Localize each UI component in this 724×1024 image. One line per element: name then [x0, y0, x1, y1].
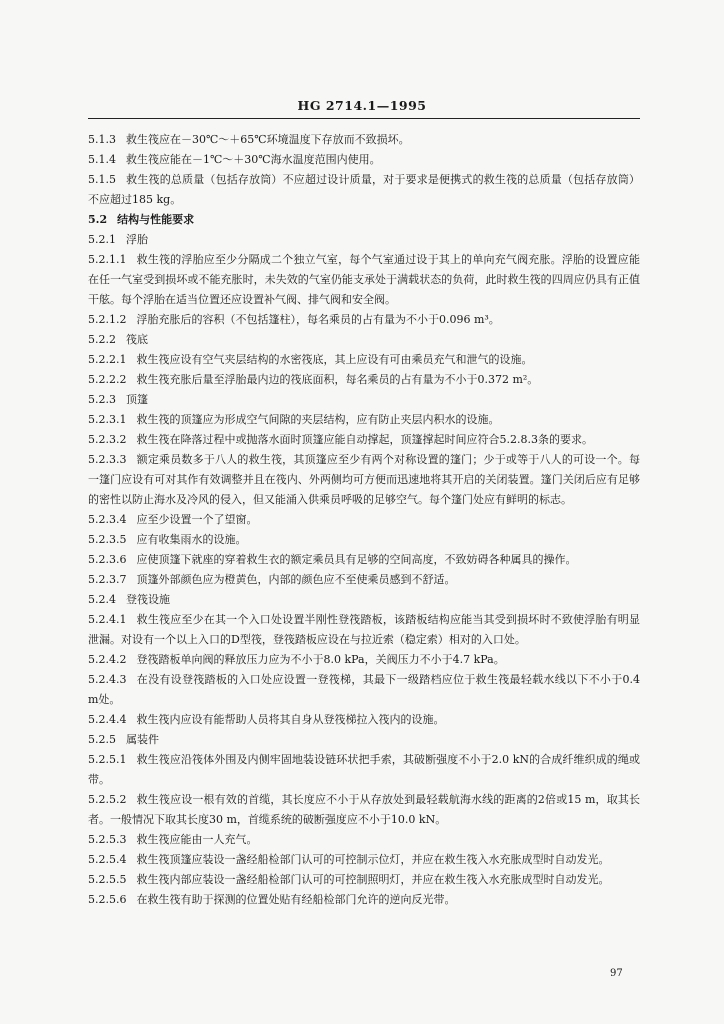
- clause-text: 在没有设登筏踏板的入口处应设置一登筏梯，其最下一级踏档应位于救生筏最轻载水线以下不小于0.4 m处。: [88, 673, 640, 706]
- clause-text: 额定乘员数多于八人的救生筏，其顶篷应至少有两个对称设置的篷门；少于或等于八人的可设一个。每一篷门应设有可对其作有效调整并且在筏内、外两侧均可方便而迅速地将其开启的关闭装置。篷门关闭后应有足够的密性以防止海水及冷风的侵入，但又能涌入供乘员呼吸的足够空气。每个篷门处应有鲜明的标志。: [88, 453, 640, 506]
- clause-paragraph: [88, 310, 640, 330]
- clause-paragraph: [88, 890, 640, 910]
- clause-number: 5.2.4.1: [88, 613, 127, 626]
- clause-text: 救生筏应沿筏体外围及内侧牢固地装设链环状把手索，其破断强度不小于2.0 kN的合成纤维织成的绳或带。: [88, 753, 640, 786]
- clause-paragraph: [88, 370, 640, 390]
- clause-paragraph: [88, 710, 640, 730]
- clause-number: 5.2.5: [88, 733, 116, 746]
- clause-text: 救生筏应能在－1℃～＋30℃海水温度范围内使用。: [126, 153, 381, 166]
- clause-number: 5.2.5.5: [88, 873, 127, 886]
- clause-number: 5.2.3.4: [88, 513, 127, 526]
- page-header: HG 2714.1—1995: [297, 98, 427, 113]
- clause-text: 救生筏内应设有能帮助人员将其自身从登筏梯拉入筏内的设施。: [136, 713, 445, 726]
- clause-paragraph: [88, 870, 640, 890]
- clause-text: 救生筏内部应装设一盏经船检部门认可的可控制照明灯，并应在救生筏入水充胀成型时自动发光。: [136, 873, 610, 886]
- clause-number: 5.2.5.3: [88, 833, 127, 846]
- clause-number: 5.1.5: [88, 173, 116, 186]
- clause-paragraph: [88, 390, 640, 410]
- clause-text: 救生筏的总质量（包括存放筒）不应超过设计质量，对于要求是便携式的救生筏的总质量（包括存放筒）不应超过185 kg。: [88, 173, 640, 206]
- clause-number: 5.2.3.3: [88, 453, 127, 466]
- clause-text: 救生筏充胀后量至浮胎最内边的筏底面积，每名乘员的占有量为不小于0.372 m²。: [136, 373, 539, 386]
- clause-text: 应使顶篷下就座的穿着救生衣的额定乘员具有足够的空间高度，不致妨碍各种属具的操作。: [136, 553, 577, 566]
- clause-paragraph: [88, 130, 640, 150]
- clause-number: 5.2.2.1: [88, 353, 127, 366]
- clause-text: 救生筏顶篷应装设一盏经船检部门认可的可控制示位灯，并应在救生筏入水充胀成型时自动发光。: [136, 853, 610, 866]
- clause-number: 5.2.3.5: [88, 533, 127, 546]
- clause-paragraph: [88, 350, 640, 370]
- clause-text: 应至少设置一个了望窗。: [136, 513, 258, 526]
- clause-number: 5.2.4: [88, 593, 116, 606]
- clause-text: 救生筏应至少在其一个入口处设置半刚性登筏踏板，该踏板结构应能当其受到损坏时不致使浮胎有明显泄漏。对设有一个以上入口的D型筏，登筏踏板应设在与拉近索（稳定索）相对的入口处。: [88, 613, 640, 646]
- clause-text: 应有收集雨水的设施。: [136, 533, 247, 546]
- clause-number: 5.2.5.1: [88, 753, 127, 766]
- clause-number: 5.2.5.2: [88, 793, 127, 806]
- clause-paragraph: [88, 250, 640, 310]
- clause-number: 5.2: [88, 213, 108, 226]
- header-rule: [88, 118, 640, 119]
- clause-paragraph: [88, 790, 640, 830]
- clause-text: 浮胎: [126, 233, 148, 246]
- clause-number: 5.2.3.2: [88, 433, 127, 446]
- clause-text: 筏底: [126, 333, 148, 346]
- clause-paragraph: [88, 230, 640, 250]
- clause-number: 5.2.1.2: [88, 313, 127, 326]
- clause-paragraph: [88, 670, 640, 710]
- clause-paragraph: [88, 530, 640, 550]
- clause-number: 5.1.4: [88, 153, 116, 166]
- clause-number: 5.2.4.3: [88, 673, 127, 686]
- clause-text: 登筏设施: [126, 593, 170, 606]
- clause-text: 属装件: [126, 733, 159, 746]
- clause-paragraph: [88, 730, 640, 750]
- clause-number: 5.2.1: [88, 233, 116, 246]
- clause-paragraph: [88, 430, 640, 450]
- clause-paragraph: [88, 510, 640, 530]
- clause-paragraph: [88, 650, 640, 670]
- clause-paragraph: [88, 450, 640, 510]
- clause-text: 浮胎充胀后的容积（不包括篷柱），每名乘员的占有量为不小于0.096 m³。: [136, 313, 500, 326]
- clause-paragraph: [88, 210, 640, 230]
- clause-text: 登筏踏板单向阀的释放压力应为不小于8.0 kPa，关阀压力不小于4.7 kPa。: [136, 653, 505, 666]
- clause-number: 5.2.5.6: [88, 893, 127, 906]
- clause-number: 5.2.5.4: [88, 853, 127, 866]
- clause-number: 5.2.3.1: [88, 413, 127, 426]
- clause-number: 5.2.3.6: [88, 553, 127, 566]
- clause-paragraph: [88, 610, 640, 650]
- clause-number: 5.2.4.4: [88, 713, 127, 726]
- clause-paragraph: [88, 570, 640, 590]
- clause-paragraph: [88, 850, 640, 870]
- clause-number: 5.2.2.2: [88, 373, 127, 386]
- clause-text: 救生筏的浮胎应至少分隔成二个独立气室，每个气室通过设于其上的单向充气阀充胀。浮胎的设置应能在任一气室受到损坏或不能充胀时，未失效的气室仍能支承处于满载状态的负荷，此时救生筏的四周应仍具有正值干舷。每个浮胎在适当位置还应设置补气阀、排气阀和安全阀。: [88, 253, 640, 306]
- clause-paragraph: [88, 590, 640, 610]
- clause-text: 结构与性能要求: [117, 213, 195, 226]
- clause-paragraph: [88, 830, 640, 850]
- clause-paragraph: [88, 550, 640, 570]
- clause-number: 5.2.3.7: [88, 573, 127, 586]
- clause-text: 救生筏应设一根有效的首缆，其长度应不小于从存放处到最轻载航海水线的距离的2倍或15 m，取其长者。一般情况下取其长度30 m，首缆系统的破断强度应不小于10.0 kN。: [88, 793, 640, 826]
- clause-text: 救生筏应能由一人充气。: [136, 833, 258, 846]
- clause-number: 5.1.3: [88, 133, 116, 146]
- clause-text: 顶篷: [126, 393, 148, 406]
- clause-text: 救生筏应设有空气夹层结构的水密筏底，其上应设有可由乘员充气和泄气的设施。: [136, 353, 533, 366]
- clause-paragraph: [88, 750, 640, 790]
- clause-text: 救生筏应在－30℃～＋65℃环境温度下存放而不致损坏。: [126, 133, 410, 146]
- clause-text: 顶篷外部颜色应为橙黄色，内部的颜色应不至使乘员感到不舒适。: [136, 573, 456, 586]
- clause-paragraph: [88, 330, 640, 350]
- clause-paragraph: [88, 410, 640, 430]
- clause-number: 5.2.4.2: [88, 653, 127, 666]
- clause-text: 救生筏在降落过程中或抛落水面时顶篷应能自动撑起，顶篷撑起时间应符合5.2.8.3条的要求。: [136, 433, 593, 446]
- clause-number: 5.2.1.1: [88, 253, 127, 266]
- clause-text: 救生筏的顶篷应为形成空气间隙的夹层结构，应有防止夹层内积水的设施。: [136, 413, 500, 426]
- clause-text: 在救生筏有助于探测的位置处贴有经船检部门允许的逆向反光带。: [136, 893, 456, 906]
- clause-paragraph: [88, 150, 640, 170]
- page-number: 97: [610, 968, 623, 979]
- clause-paragraph: [88, 170, 640, 210]
- clause-number: 5.2.2: [88, 333, 116, 346]
- body-content: [88, 130, 640, 910]
- clause-number: 5.2.3: [88, 393, 116, 406]
